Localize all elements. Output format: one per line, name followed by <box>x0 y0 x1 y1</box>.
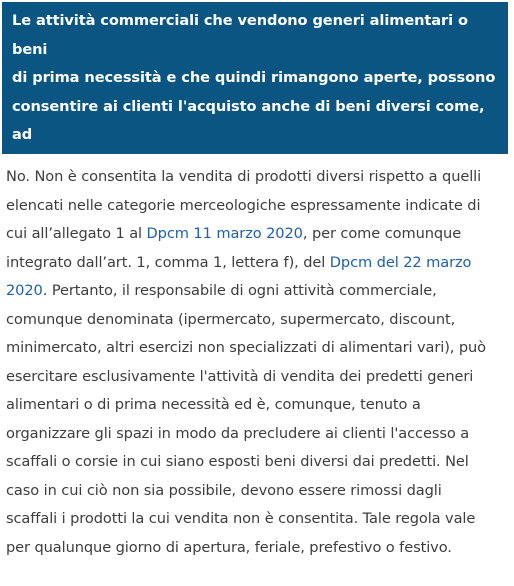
question-line: Le attività commerciali che vendono generi alimentari o beni <box>12 12 468 58</box>
faq-answer-text <box>6 163 508 562</box>
link-text: 2020 <box>6 282 43 299</box>
answer-line: comunque denominata (ipermercato, supermercato, discount, <box>6 310 456 328</box>
answer-line: esercitare esclusivamente l'attività di vendita dei predetti generi <box>6 367 474 385</box>
answer-text: . Pertanto, il responsabile di ogni attività commerciale, <box>42 282 437 299</box>
answer-line: per qualunque giorno di apertura, feriale, prefestivo o festivo. <box>6 538 452 556</box>
question-line: cancelleria, giocattoli, etc.? <box>12 212 238 230</box>
answer-line: caso in cui ciò non sia possibile, devono essere rimossi dagli <box>6 481 442 499</box>
answer-text: integrato dall’art. 1, comma 1, lettera f), del <box>6 253 330 271</box>
answer-text: , per come comunque <box>302 225 462 242</box>
answer-line: No. Non è consentita la vendita di prodotti diversi rispetto a quelli <box>6 168 482 185</box>
question-line: esempio, abbigliamento, calzature, articoli sportivi, articoli di <box>12 154 496 201</box>
question-line: consentire ai clienti l'acquisto anche di beni diversi come, ad <box>12 97 485 144</box>
answer-line: minimercato, altri esercizi non specializzati di alimentari vari), può <box>6 339 487 356</box>
link-text: Dpcm del 22 marzo <box>329 253 472 271</box>
answer-line: organizzare gli spazi in modo da precludere ai clienti l'accesso a <box>6 424 470 442</box>
answer-line: alimentari o di prima necessità ed è, comunque, tenuto a <box>6 396 421 413</box>
answer-line: scaffali i prodotti la cui vendita non è consentita. Tale regola vale <box>6 510 476 527</box>
question-line: di prima necessità e che quindi rimangono aperte, possono <box>12 69 496 87</box>
answer-line: elencati nelle categorie merceologiche espressamente indicate di <box>6 196 481 214</box>
answer-text: cui all’allegato 1 al <box>6 225 147 242</box>
answer-line: scaffali o corsie in cui siano esposti beni diversi dai predetti. Nel <box>6 453 469 470</box>
dpcm-11-marzo-2020-link[interactable]: Dpcm 11 marzo 2020 <box>146 225 303 242</box>
